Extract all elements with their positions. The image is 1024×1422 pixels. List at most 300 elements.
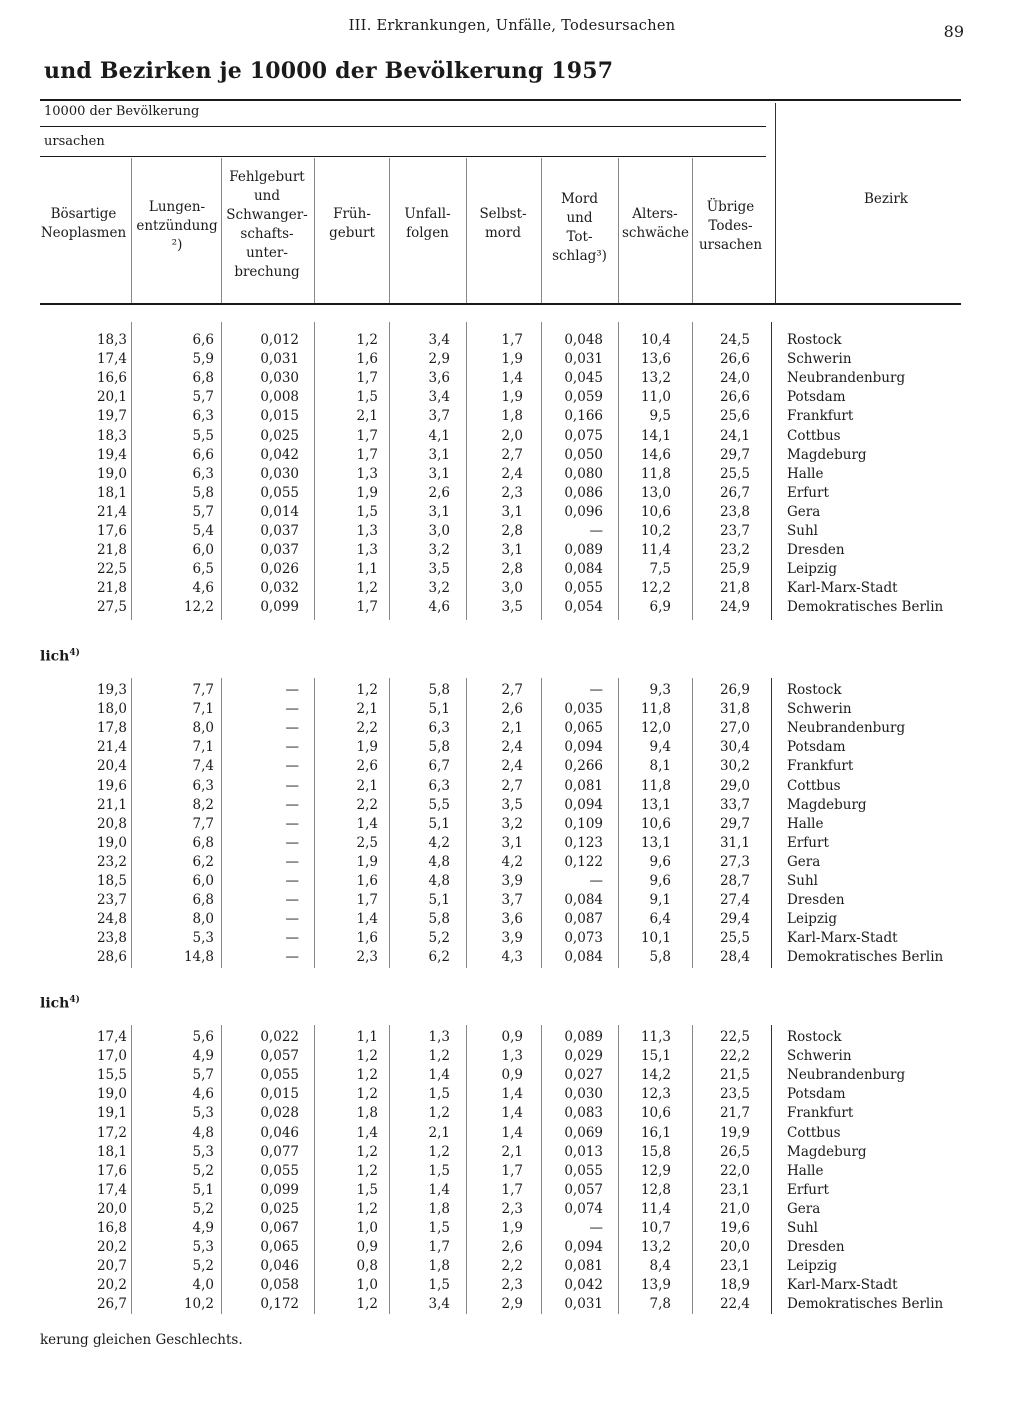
cell-bezirk: Leipzig [787, 911, 837, 928]
cell-lungenentzuendung: 5,2 [192, 1200, 214, 1217]
column-divider [466, 1025, 467, 1314]
cell-bosartige-neoplasmen: 21,8 [96, 542, 127, 559]
cell-bosartige-neoplasmen: 19,7 [96, 408, 127, 425]
cell-fehlgeburt: 0,046 [260, 1258, 299, 1275]
subhead-rule-2 [40, 156, 766, 157]
cell-fruehgeburt: 1,7 [356, 599, 378, 616]
section-label [40, 995, 80, 1012]
column-divider [131, 322, 132, 620]
cell-unfallfolgen: 4,1 [428, 427, 450, 444]
cell-fruehgeburt: 1,5 [356, 1181, 378, 1198]
cell-fruehgeburt: 1,0 [356, 1277, 378, 1294]
cell-altersschwaeche: 10,1 [640, 930, 671, 947]
cell-bezirk: Cottbus [787, 427, 841, 444]
cell-altersschwaeche: 9,3 [649, 682, 671, 698]
cell-selbstmord: 2,1 [501, 1143, 523, 1160]
cell-lungenentzuendung: 5,2 [192, 1162, 214, 1179]
header-bottom-rule [40, 303, 961, 305]
running-head: III. Erkrankungen, Unfälle, Todesursachen [348, 18, 676, 34]
column-header-line: Tot- [566, 229, 593, 245]
cell-altersschwaeche: 9,5 [649, 408, 671, 425]
cell-bezirk: Gera [787, 853, 821, 870]
cell-unfallfolgen: 2,6 [428, 484, 450, 501]
column-header-line: Mord [560, 191, 599, 207]
cell-lungenentzuendung: 6,2 [192, 853, 214, 870]
cell-selbstmord: 2,6 [501, 701, 523, 718]
column-divider [221, 1025, 222, 1314]
cell-selbstmord: 3,6 [501, 911, 523, 928]
cell-altersschwaeche: 13,9 [640, 1277, 671, 1294]
cell-fruehgeburt: 2,1 [356, 777, 378, 794]
cell-fehlgeburt: — [285, 777, 299, 794]
cell-fruehgeburt: 1,7 [356, 427, 378, 444]
cell-uebrige-todesursachen: 26,6 [719, 389, 750, 406]
cell-altersschwaeche: 7,8 [649, 1296, 671, 1313]
cell-fehlgeburt: 0,172 [260, 1296, 299, 1313]
column-divider [618, 678, 619, 968]
cell-mord-totschlag: 0,054 [564, 599, 603, 616]
cell-selbstmord: 3,1 [501, 503, 523, 520]
cell-selbstmord: 1,9 [501, 1220, 523, 1236]
cell-lungenentzuendung: 5,3 [192, 1239, 214, 1256]
cell-fruehgeburt: 1,2 [356, 1200, 378, 1217]
cell-altersschwaeche: 11,4 [640, 542, 671, 559]
cell-bezirk: Potsdam [787, 739, 846, 756]
cell-bosartige-neoplasmen: 20,8 [96, 815, 127, 832]
cell-lungenentzuendung: 6,8 [192, 892, 214, 909]
cell-bezirk: Leipzig [787, 1258, 837, 1275]
cell-fehlgeburt: 0,037 [260, 523, 299, 539]
cell-altersschwaeche: 12,0 [640, 720, 671, 737]
cell-selbstmord: 1,4 [501, 1105, 523, 1122]
cell-fruehgeburt: 1,3 [356, 523, 378, 539]
cell-mord-totschlag: 0,123 [564, 834, 603, 851]
cell-mord-totschlag: 0,166 [564, 408, 603, 425]
top-rule [40, 99, 961, 101]
cell-altersschwaeche: 9,6 [649, 873, 671, 889]
cell-bosartige-neoplasmen: 24,8 [96, 911, 127, 928]
cell-uebrige-todesursachen: 21,7 [719, 1105, 750, 1122]
cell-fehlgeburt: — [285, 834, 299, 851]
cell-unfallfolgen: 6,3 [428, 720, 450, 737]
cell-bezirk: Demokratisches Berlin [787, 949, 944, 966]
cell-altersschwaeche: 10,6 [640, 815, 671, 832]
cell-fruehgeburt: 1,9 [356, 484, 378, 501]
cell-bezirk: Dresden [787, 892, 845, 909]
cell-unfallfolgen: 3,0 [428, 523, 450, 539]
cell-unfallfolgen: 1,3 [428, 1029, 450, 1045]
column-header-line: Fehlgeburt [229, 169, 305, 185]
cell-selbstmord: 2,4 [501, 739, 523, 756]
cell-altersschwaeche: 10,4 [640, 332, 671, 348]
cell-unfallfolgen: 1,4 [428, 1067, 450, 1084]
cell-altersschwaeche: 9,6 [649, 853, 671, 870]
cell-fruehgeburt: 1,1 [356, 1029, 378, 1045]
cell-lungenentzuendung: 6,0 [192, 873, 214, 889]
column-header-mord-totschlag [545, 190, 614, 266]
cell-fruehgeburt: 1,9 [356, 739, 378, 756]
cell-unfallfolgen: 5,1 [428, 815, 450, 832]
cell-lungenentzuendung: 5,1 [192, 1181, 214, 1198]
cell-uebrige-todesursachen: 20,0 [719, 1239, 750, 1256]
cell-unfallfolgen: 1,8 [428, 1258, 450, 1275]
cell-bezirk: Dresden [787, 1239, 845, 1256]
cell-lungenentzuendung: 8,0 [192, 911, 214, 928]
cell-selbstmord: 2,8 [501, 561, 523, 578]
cell-bosartige-neoplasmen: 17,6 [96, 523, 127, 539]
cell-selbstmord: 2,7 [501, 682, 523, 698]
subhead-causes: ursachen [44, 134, 105, 149]
cell-bosartige-neoplasmen: 23,8 [96, 930, 127, 947]
cell-mord-totschlag: 0,050 [564, 446, 603, 463]
cell-bosartige-neoplasmen: 17,2 [96, 1124, 127, 1141]
column-divider [541, 322, 542, 620]
cell-fruehgeburt: 1,6 [356, 930, 378, 947]
column-header-unfallfolgen [392, 205, 463, 243]
cell-bosartige-neoplasmen: 21,4 [96, 503, 127, 520]
cell-lungenentzuendung: 6,3 [192, 408, 214, 425]
cell-unfallfolgen: 6,7 [428, 758, 450, 775]
cell-bosartige-neoplasmen: 20,1 [96, 389, 127, 406]
section-label-text: lich [40, 995, 70, 1012]
cell-unfallfolgen: 4,8 [428, 853, 450, 870]
cell-altersschwaeche: 10,6 [640, 503, 671, 520]
cell-selbstmord: 4,2 [501, 853, 523, 870]
cell-bosartige-neoplasmen: 21,4 [96, 739, 127, 756]
cell-fehlgeburt: 0,025 [260, 1200, 299, 1217]
cell-uebrige-todesursachen: 26,7 [719, 484, 750, 501]
cell-bezirk: Gera [787, 503, 821, 520]
cell-selbstmord: 2,8 [501, 523, 523, 539]
cell-lungenentzuendung: 4,0 [192, 1277, 214, 1294]
cell-uebrige-todesursachen: 25,5 [719, 465, 750, 482]
column-divider [541, 1025, 542, 1314]
cell-lungenentzuendung: 4,8 [192, 1124, 214, 1141]
cell-lungenentzuendung: 5,7 [192, 1067, 214, 1084]
cell-selbstmord: 3,7 [501, 892, 523, 909]
cell-mord-totschlag: 0,087 [564, 911, 603, 928]
cell-fehlgeburt: — [285, 853, 299, 870]
column-divider [389, 1025, 390, 1314]
cell-fruehgeburt: 1,4 [356, 815, 378, 832]
cell-uebrige-todesursachen: 26,5 [719, 1143, 750, 1160]
column-divider [541, 158, 542, 303]
cell-fruehgeburt: 1,7 [356, 370, 378, 387]
cell-fruehgeburt: 2,2 [356, 796, 378, 813]
cell-mord-totschlag: 0,086 [564, 484, 603, 501]
column-divider [618, 322, 619, 620]
cell-fruehgeburt: 1,6 [356, 873, 378, 889]
cell-fruehgeburt: 1,2 [356, 1067, 378, 1084]
cell-mord-totschlag: 0,094 [564, 739, 603, 756]
cell-unfallfolgen: 1,4 [428, 1181, 450, 1198]
cell-bezirk: Karl-Marx-Stadt [787, 930, 898, 947]
cell-mord-totschlag: 0,094 [564, 1239, 603, 1256]
cell-uebrige-todesursachen: 28,7 [719, 873, 750, 889]
cell-fehlgeburt: 0,055 [260, 1162, 299, 1179]
section-label-footnote: 4) [69, 995, 80, 1005]
cell-bosartige-neoplasmen: 18,3 [96, 332, 127, 348]
cell-lungenentzuendung: 6,3 [192, 777, 214, 794]
cell-altersschwaeche: 9,4 [649, 739, 671, 756]
cell-altersschwaeche: 12,3 [640, 1086, 671, 1103]
cell-uebrige-todesursachen: 30,4 [719, 739, 750, 756]
cell-altersschwaeche: 13,6 [640, 351, 671, 368]
cell-bosartige-neoplasmen: 27,5 [96, 599, 127, 616]
column-header-line: Übrige [706, 199, 755, 215]
cell-fruehgeburt: 1,7 [356, 446, 378, 463]
column-divider [692, 322, 693, 620]
cell-mord-totschlag: 0,084 [564, 561, 603, 578]
cell-fruehgeburt: 0,9 [356, 1239, 378, 1256]
cell-lungenentzuendung: 4,6 [192, 580, 214, 597]
column-header-fruehgeburt [318, 205, 386, 243]
cell-selbstmord: 2,3 [501, 1277, 523, 1294]
cell-bosartige-neoplasmen: 18,1 [96, 1143, 127, 1160]
cell-selbstmord: 0,9 [501, 1029, 523, 1045]
cell-mord-totschlag: 0,073 [564, 930, 603, 947]
cell-bezirk: Erfurt [787, 834, 829, 851]
cell-fruehgeburt: 2,1 [356, 408, 378, 425]
cell-uebrige-todesursachen: 23,7 [719, 523, 750, 539]
cell-fruehgeburt: 2,6 [356, 758, 378, 775]
cell-uebrige-todesursachen: 30,2 [719, 758, 750, 775]
cell-selbstmord: 2,4 [501, 758, 523, 775]
cell-unfallfolgen: 4,8 [428, 873, 450, 889]
cell-fehlgeburt: — [285, 873, 299, 889]
cell-bezirk: Erfurt [787, 1181, 829, 1198]
page-number: 89 [943, 22, 964, 41]
column-divider [692, 1025, 693, 1314]
cell-selbstmord: 3,0 [501, 580, 523, 597]
cell-unfallfolgen: 5,1 [428, 892, 450, 909]
cell-mord-totschlag: — [589, 1220, 603, 1236]
cell-bezirk: Halle [787, 1162, 824, 1179]
column-header-line: Alters- [632, 206, 678, 222]
column-header-line: mord [484, 225, 522, 241]
cell-bosartige-neoplasmen: 19,4 [96, 446, 127, 463]
cell-fehlgeburt: 0,057 [260, 1048, 299, 1065]
cell-unfallfolgen: 3,4 [428, 1296, 450, 1313]
cell-bezirk: Gera [787, 1200, 821, 1217]
cell-lungenentzuendung: 6,6 [192, 446, 214, 463]
cell-fruehgeburt: 2,2 [356, 720, 378, 737]
cell-bezirk: Potsdam [787, 1086, 846, 1103]
footnote: kerung gleichen Geschlechts. [40, 1332, 243, 1348]
cell-fehlgeburt: 0,014 [260, 503, 299, 520]
cell-lungenentzuendung: 7,1 [192, 701, 214, 718]
cell-bezirk: Potsdam [787, 389, 846, 406]
cell-unfallfolgen: 5,8 [428, 682, 450, 698]
cell-fehlgeburt: 0,022 [260, 1029, 299, 1045]
cell-fruehgeburt: 1,1 [356, 561, 378, 578]
cell-altersschwaeche: 15,1 [640, 1048, 671, 1065]
cell-fehlgeburt: — [285, 796, 299, 813]
cell-lungenentzuendung: 5,5 [192, 427, 214, 444]
cell-selbstmord: 0,9 [501, 1067, 523, 1084]
cell-lungenentzuendung: 14,8 [183, 949, 214, 966]
cell-bosartige-neoplasmen: 21,1 [96, 796, 127, 813]
cell-fruehgeburt: 1,4 [356, 911, 378, 928]
cell-altersschwaeche: 6,4 [649, 911, 671, 928]
column-divider [314, 678, 315, 968]
cell-uebrige-todesursachen: 21,0 [719, 1200, 750, 1217]
cell-selbstmord: 3,1 [501, 542, 523, 559]
cell-lungenentzuendung: 6,6 [192, 332, 214, 348]
column-header-bezirk [787, 190, 985, 209]
cell-altersschwaeche: 11,8 [640, 777, 671, 794]
cell-bezirk: Karl-Marx-Stadt [787, 1277, 898, 1294]
cell-fehlgeburt: 0,067 [260, 1220, 299, 1236]
cell-altersschwaeche: 14,6 [640, 446, 671, 463]
cell-uebrige-todesursachen: 23,8 [719, 503, 750, 520]
cell-fruehgeburt: 1,2 [356, 332, 378, 348]
column-header-bosartige-neoplasmen [40, 205, 127, 243]
cell-bezirk: Magdeburg [787, 796, 867, 813]
cell-uebrige-todesursachen: 24,0 [719, 370, 750, 387]
cell-bezirk: Suhl [787, 1220, 818, 1236]
column-divider [771, 1025, 772, 1314]
cell-selbstmord: 2,6 [501, 1239, 523, 1256]
cell-selbstmord: 4,3 [501, 949, 523, 966]
cell-unfallfolgen: 5,1 [428, 701, 450, 718]
column-header-line: brechung [234, 264, 300, 280]
cell-bezirk: Suhl [787, 873, 818, 889]
column-header-altersschwaeche [622, 205, 688, 243]
cell-bosartige-neoplasmen: 19,0 [96, 465, 127, 482]
section-label-footnote: 4) [69, 648, 80, 658]
cell-fehlgeburt: 0,077 [260, 1143, 299, 1160]
cell-selbstmord: 1,4 [501, 370, 523, 387]
cell-lungenentzuendung: 5,9 [192, 351, 214, 368]
cell-lungenentzuendung: 5,3 [192, 930, 214, 947]
cell-fehlgeburt: 0,030 [260, 465, 299, 482]
cell-lungenentzuendung: 7,1 [192, 739, 214, 756]
column-header-line: Bösartige [50, 206, 117, 222]
cell-bosartige-neoplasmen: 17,4 [96, 351, 127, 368]
cell-bezirk: Demokratisches Berlin [787, 1296, 944, 1313]
cell-fruehgeburt: 1,8 [356, 1105, 378, 1122]
cell-selbstmord: 1,7 [501, 1162, 523, 1179]
cell-selbstmord: 1,4 [501, 1124, 523, 1141]
cell-altersschwaeche: 11,4 [640, 1200, 671, 1217]
cell-altersschwaeche: 6,9 [649, 599, 671, 616]
cell-fehlgeburt: 0,058 [260, 1277, 299, 1294]
column-divider [221, 678, 222, 968]
column-divider [771, 322, 772, 620]
cell-selbstmord: 3,1 [501, 834, 523, 851]
cell-mord-totschlag: 0,030 [564, 1086, 603, 1103]
cell-fruehgeburt: 0,8 [356, 1258, 378, 1275]
cell-bezirk: Demokratisches Berlin [787, 599, 944, 616]
cell-lungenentzuendung: 8,2 [192, 796, 214, 813]
cell-unfallfolgen: 3,2 [428, 542, 450, 559]
cell-mord-totschlag: 0,081 [564, 1258, 603, 1275]
column-divider [314, 322, 315, 620]
column-header-line: Todes- [708, 218, 753, 234]
cell-fruehgeburt: 1,3 [356, 542, 378, 559]
cell-fehlgeburt: — [285, 815, 299, 832]
cell-fruehgeburt: 1,2 [356, 1162, 378, 1179]
cell-lungenentzuendung: 5,6 [192, 1029, 214, 1045]
column-header-line: Selbst- [479, 206, 527, 222]
cell-mord-totschlag: — [589, 523, 603, 539]
cell-fehlgeburt: — [285, 701, 299, 718]
cell-bezirk: Schwerin [787, 1048, 852, 1065]
cell-uebrige-todesursachen: 19,9 [719, 1124, 750, 1141]
cell-fehlgeburt: 0,012 [260, 332, 299, 348]
cell-unfallfolgen: 1,8 [428, 1200, 450, 1217]
column-divider [131, 158, 132, 303]
cell-selbstmord: 1,9 [501, 389, 523, 406]
cell-bezirk: Magdeburg [787, 446, 867, 463]
column-header-line: Unfall- [404, 206, 451, 222]
cell-fehlgeburt: 0,037 [260, 542, 299, 559]
cell-unfallfolgen: 1,5 [428, 1086, 450, 1103]
cell-unfallfolgen: 3,4 [428, 332, 450, 348]
cell-bosartige-neoplasmen: 22,5 [96, 561, 127, 578]
column-header-line: Früh- [333, 206, 371, 222]
cell-mord-totschlag: 0,266 [564, 758, 603, 775]
column-divider [221, 322, 222, 620]
cell-bosartige-neoplasmen: 17,0 [96, 1048, 127, 1065]
cell-fruehgeburt: 1,6 [356, 351, 378, 368]
cell-bezirk: Leipzig [787, 561, 837, 578]
cell-unfallfolgen: 5,2 [428, 930, 450, 947]
cell-fruehgeburt: 1,4 [356, 1124, 378, 1141]
cell-bosartige-neoplasmen: 17,8 [96, 720, 127, 737]
cell-mord-totschlag: 0,094 [564, 796, 603, 813]
cell-altersschwaeche: 11,8 [640, 465, 671, 482]
column-divider [771, 678, 772, 968]
column-header-selbstmord [469, 205, 537, 243]
cell-lungenentzuendung: 6,3 [192, 465, 214, 482]
cell-fruehgeburt: 1,2 [356, 580, 378, 597]
cell-lungenentzuendung: 7,7 [192, 815, 214, 832]
cell-fruehgeburt: 1,5 [356, 503, 378, 520]
cell-unfallfolgen: 5,8 [428, 911, 450, 928]
cell-uebrige-todesursachen: 29,7 [719, 446, 750, 463]
cell-selbstmord: 1,9 [501, 351, 523, 368]
column-divider [692, 158, 693, 303]
cell-mord-totschlag: 0,089 [564, 542, 603, 559]
column-header-line: ²) [171, 237, 183, 253]
cell-unfallfolgen: 1,7 [428, 1239, 450, 1256]
cell-mord-totschlag: 0,083 [564, 1105, 603, 1122]
cell-fehlgeburt: — [285, 720, 299, 737]
cell-bosartige-neoplasmen: 17,4 [96, 1181, 127, 1198]
cell-selbstmord: 2,7 [501, 777, 523, 794]
column-divider [131, 678, 132, 968]
column-divider [466, 158, 467, 303]
cell-mord-totschlag: 0,075 [564, 427, 603, 444]
cell-altersschwaeche: 5,8 [649, 949, 671, 966]
cell-altersschwaeche: 13,1 [640, 834, 671, 851]
cell-mord-totschlag: 0,084 [564, 949, 603, 966]
cell-fruehgeburt: 1,2 [356, 1086, 378, 1103]
cell-bezirk: Schwerin [787, 351, 852, 368]
cell-bezirk: Frankfurt [787, 408, 854, 425]
cell-fehlgeburt: 0,015 [260, 408, 299, 425]
cell-lungenentzuendung: 5,7 [192, 389, 214, 406]
cell-fehlgeburt: 0,099 [260, 1181, 299, 1198]
cell-bosartige-neoplasmen: 19,6 [96, 777, 127, 794]
cell-uebrige-todesursachen: 22,0 [719, 1162, 750, 1179]
cell-mord-totschlag: 0,057 [564, 1181, 603, 1198]
cell-altersschwaeche: 13,2 [640, 1239, 671, 1256]
cell-bosartige-neoplasmen: 20,4 [96, 758, 127, 775]
column-divider [692, 678, 693, 968]
